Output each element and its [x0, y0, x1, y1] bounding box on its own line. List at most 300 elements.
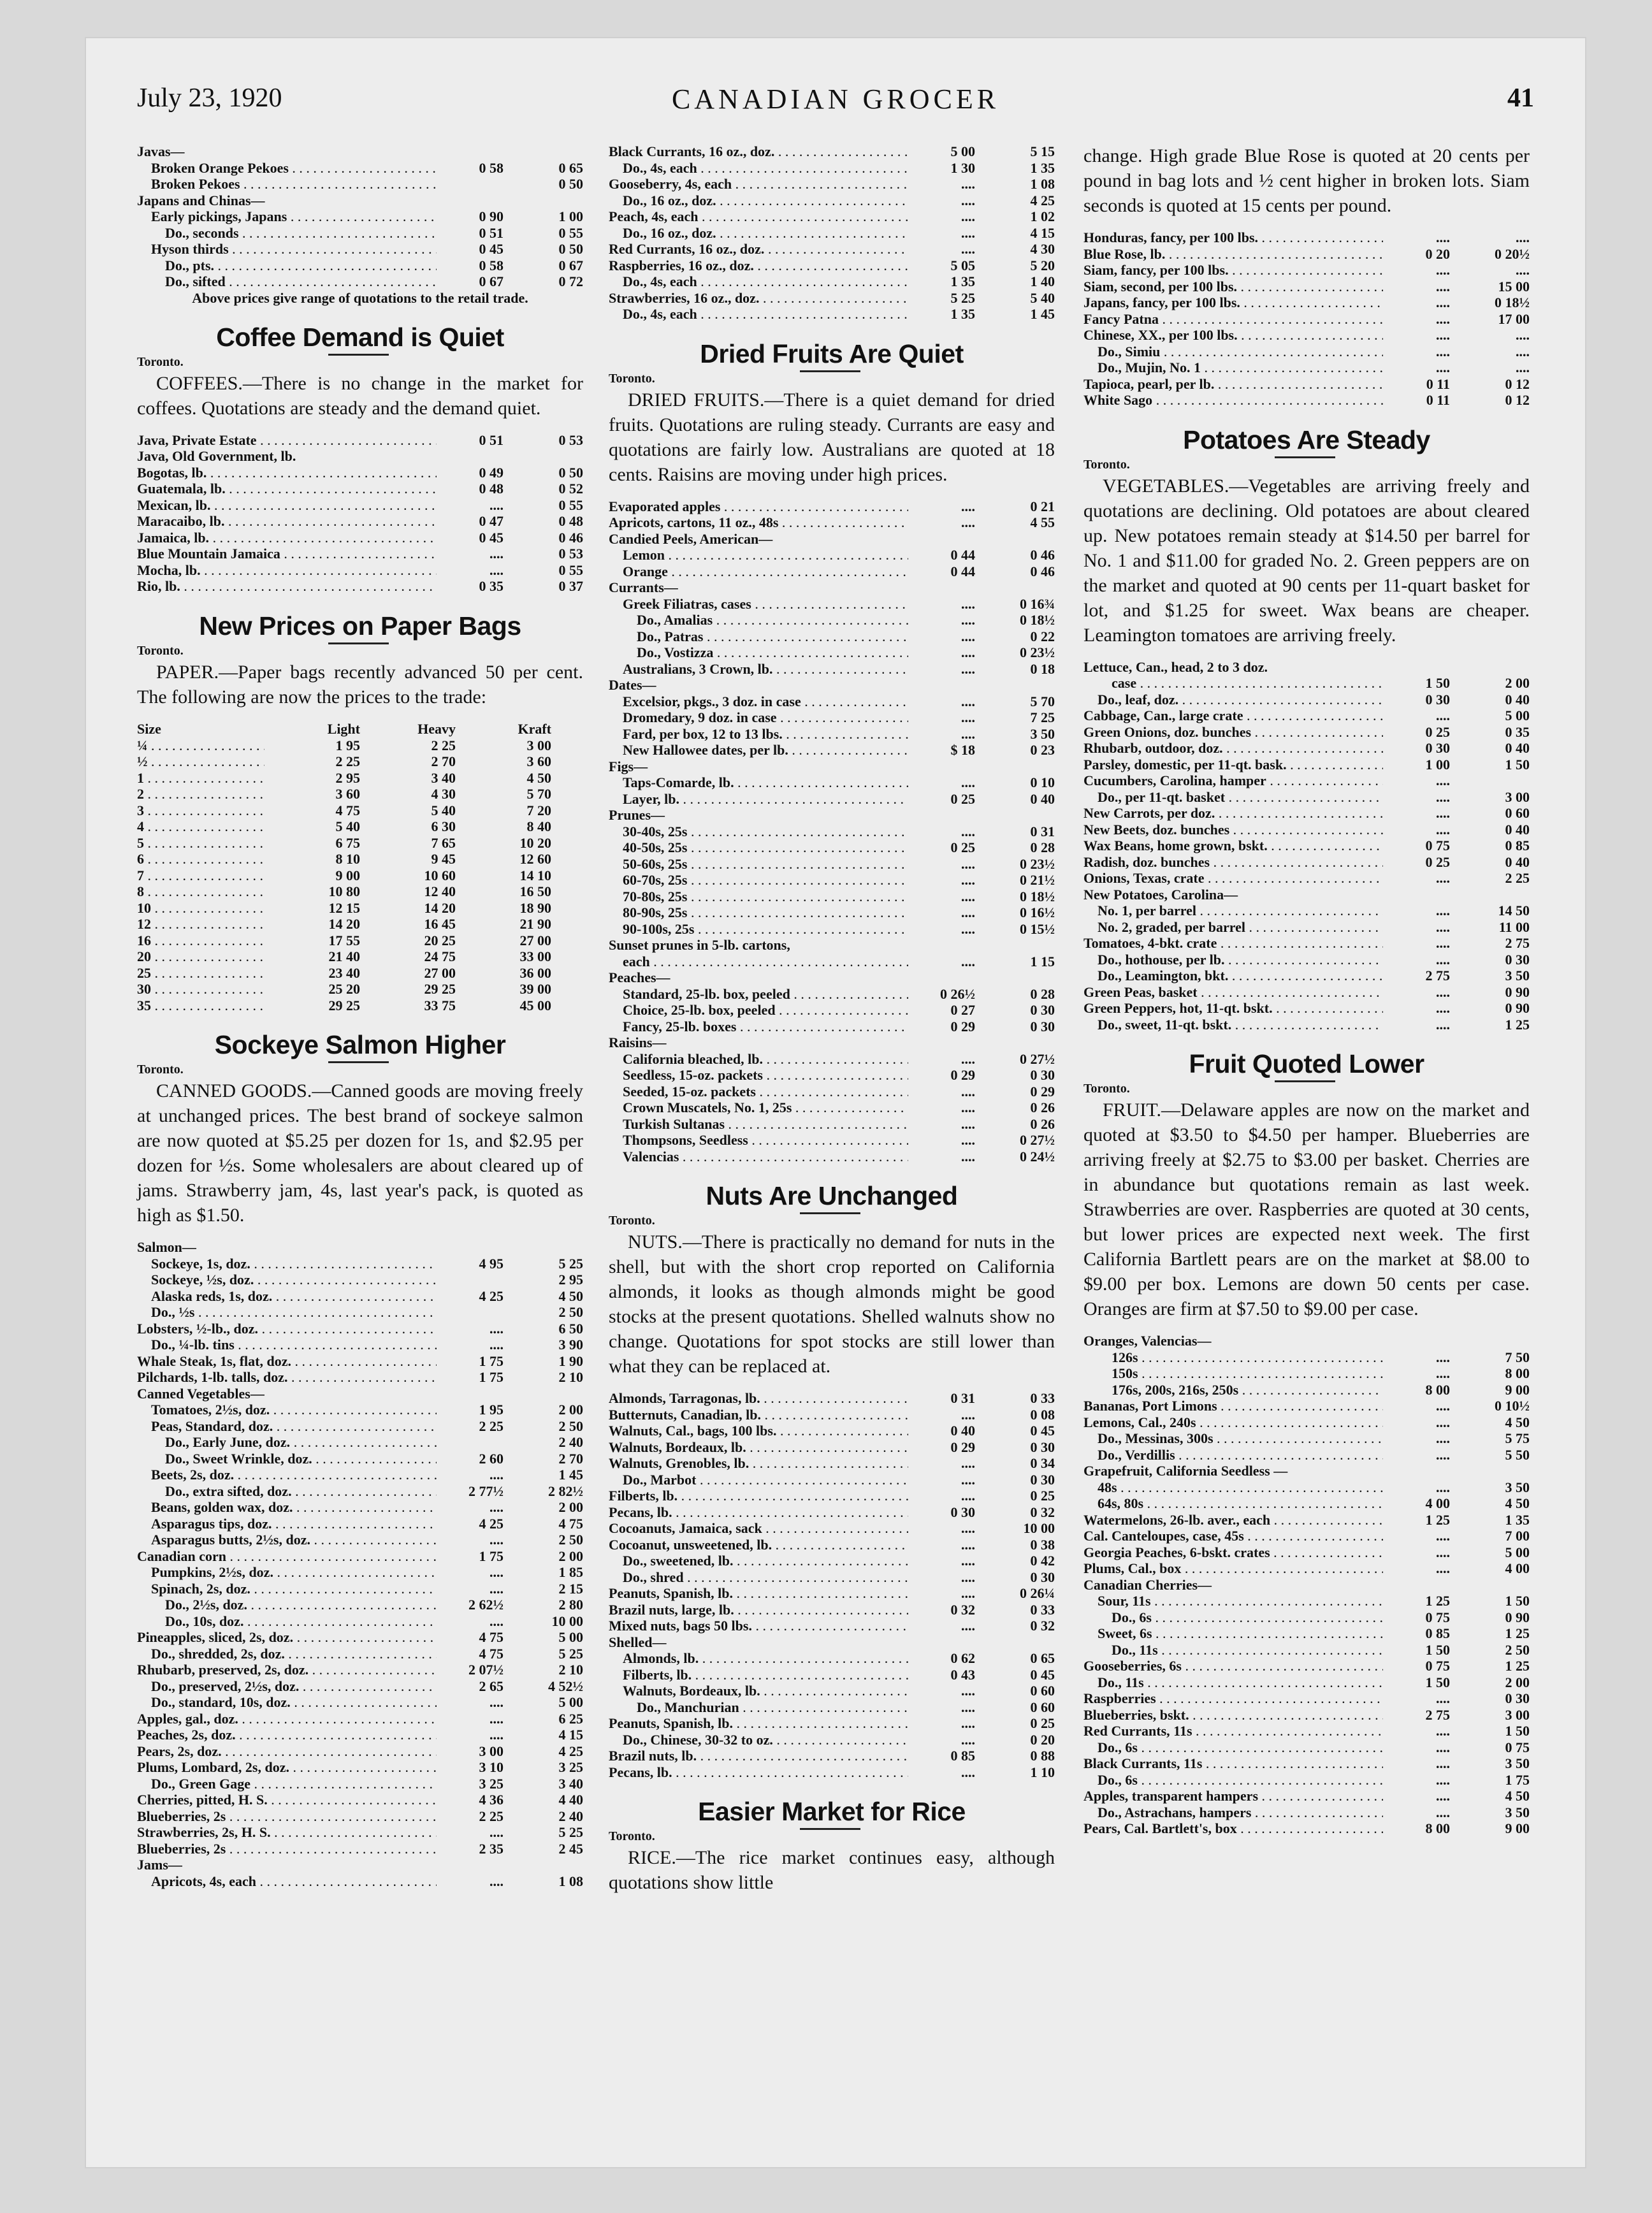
kraft-cell: 3 60	[526, 753, 551, 769]
price-high: 0 40	[1030, 790, 1055, 807]
item-label: Choice, 25-lb. box, peeled . . .	[609, 1002, 908, 1019]
price-high: 5 00	[558, 1694, 583, 1710]
price-low: ....	[489, 1710, 504, 1727]
price-row	[1083, 1642, 1530, 1658]
item-label: 176s, 200s, 216s, 250s . . .	[1083, 1382, 1383, 1398]
item-label: Do., sweetened, lb. . . .	[609, 1553, 908, 1569]
price-high: 4 50	[1505, 1788, 1530, 1804]
price-low: 0 32	[950, 1601, 975, 1618]
price-high: 1 45	[1030, 306, 1055, 322]
price-high	[975, 758, 1055, 775]
price-high: 1 85	[558, 1564, 583, 1580]
price-high: 0 40	[1505, 740, 1530, 756]
price-row	[1083, 1707, 1530, 1723]
price-low	[1383, 1577, 1450, 1593]
price-high	[1450, 887, 1530, 903]
price-high: 3 40	[558, 1775, 583, 1792]
price-low	[437, 1857, 504, 1873]
price-low: ....	[961, 628, 975, 644]
item-label: 40-50s, 25s . . .	[609, 839, 908, 856]
price-high: 4 75	[558, 1515, 583, 1532]
price-row	[609, 273, 1055, 290]
item-label: Apricots, 4s, each . . .	[137, 1873, 437, 1890]
price-low: 4 25	[479, 1288, 504, 1304]
price-high	[1450, 1463, 1530, 1479]
item-label: Evaporated apples . . .	[609, 498, 908, 515]
price-high: 0 60	[1030, 1683, 1055, 1699]
price-high: 0 90	[1505, 1000, 1530, 1016]
price-low: ....	[961, 693, 975, 709]
price-high: 2 10	[558, 1369, 583, 1385]
price-high: 2 00	[1505, 1674, 1530, 1690]
price-low: ....	[489, 1337, 504, 1353]
price-high: 0 20	[1030, 1731, 1055, 1748]
item-label: Apples, transparent hampers . . .	[1083, 1788, 1383, 1804]
price-row	[137, 273, 583, 290]
price-low: ....	[961, 514, 975, 530]
price-high: 0 65	[558, 159, 583, 176]
item-label: White Sago . . .	[1083, 392, 1383, 409]
price-high	[975, 531, 1055, 548]
price-high	[504, 448, 583, 465]
price-row	[1083, 1544, 1530, 1561]
price-row	[1083, 1658, 1530, 1674]
price-row	[137, 1711, 583, 1727]
price-row	[137, 1532, 583, 1548]
item-label: Valencias . . .	[609, 1149, 908, 1165]
price-row	[137, 176, 583, 192]
item-label: Pears, Cal. Bartlett's, box . . .	[1083, 1820, 1383, 1837]
salmon-text: CANNED GOODS.—Canned goods are moving freely at unchanged prices. The best brand of sockeye salmon are now quoted at $5.25 per dozen for 1s, and $2.95 per dozen for ½s. Some wholesalers are about cleared up of jams. Strawberry jam, 4s, last year's pack, is quoted as high as $1.50.	[137, 1080, 583, 1226]
price-high: 1 90	[558, 1353, 583, 1369]
price-high: 0 18½	[1020, 612, 1055, 628]
price-high: 2 50	[558, 1532, 583, 1548]
price-row	[1083, 1365, 1530, 1382]
price-low: 1 25	[1425, 1511, 1450, 1528]
paper-table-row	[137, 932, 583, 949]
light-cell: 25 20	[328, 981, 360, 997]
price-row	[1083, 1414, 1530, 1431]
price-high: 0 26¼	[1020, 1585, 1055, 1601]
item-label: Jams—	[137, 1857, 182, 1873]
item-label: California bleached, lb. . . .	[609, 1051, 908, 1068]
price-high: 0 08	[1030, 1406, 1055, 1423]
price-row	[609, 1537, 1055, 1553]
price-row	[609, 1034, 1055, 1051]
price-high: 0 67	[558, 257, 583, 273]
price-low: 0 47	[479, 513, 504, 529]
price-row	[609, 791, 1055, 808]
price-low: ....	[489, 1499, 504, 1515]
price-low: ....	[1436, 327, 1450, 343]
price-low	[1383, 1333, 1450, 1349]
kraft-cell: 5 70	[526, 786, 551, 802]
item-label: Rhubarb, outdoor, doz. . . .	[1083, 740, 1383, 757]
price-low: 1 75	[479, 1369, 504, 1385]
item-label: Dates—	[609, 677, 656, 693]
price-row	[1083, 838, 1530, 854]
price-low: ....	[1436, 1723, 1450, 1739]
kraft-cell: 3 00	[526, 737, 551, 753]
price-high: 0 25	[1030, 1488, 1055, 1504]
paper-table-row	[137, 981, 583, 998]
item-label: Maracaibo, lb. . . .	[137, 513, 437, 530]
price-low: 0 45	[479, 529, 504, 546]
price-low: 0 29	[950, 1067, 975, 1083]
price-row	[1083, 935, 1530, 952]
price-row	[609, 872, 1055, 889]
price-low: 0 49	[479, 464, 504, 481]
price-high: ....	[1516, 327, 1530, 343]
price-row	[609, 547, 1055, 563]
item-label: Do., Green Gage . . .	[137, 1776, 437, 1792]
price-row	[609, 1488, 1055, 1504]
price-low: ....	[961, 1618, 975, 1634]
item-label: Fancy Patna . . .	[1083, 311, 1383, 328]
rice-text: RICE.—The rice market continues easy, although quotations show little	[609, 1847, 1055, 1893]
price-row	[137, 241, 583, 258]
price-high: 1 08	[1030, 176, 1055, 192]
item-label: Do., Leamington, bkt. . . .	[1083, 968, 1383, 984]
price-low: 1 00	[1425, 756, 1450, 773]
price-row	[1083, 724, 1530, 741]
item-label: Do., Vostizza . . .	[609, 644, 908, 661]
price-low: 0 30	[950, 1504, 975, 1520]
item-label: Blueberries, 2s . . .	[137, 1841, 437, 1857]
item-label: Cucumbers, Carolina, hamper . . .	[1083, 773, 1383, 789]
price-high: 2 00	[558, 1548, 583, 1564]
price-row	[609, 498, 1055, 515]
price-row	[137, 530, 583, 546]
price-low	[908, 1034, 975, 1051]
price-row	[609, 954, 1055, 970]
light-cell: 6 75	[335, 834, 360, 851]
light-cell: 17 55	[328, 932, 360, 948]
item-label: Do., preserved, 2½s, doz. . . .	[137, 1678, 437, 1695]
price-high: 4 50	[1505, 1495, 1530, 1511]
price-high: 0 35	[1505, 723, 1530, 740]
salmon-location: Toronto.	[137, 1063, 583, 1077]
price-row	[137, 1548, 583, 1565]
price-row	[137, 1824, 583, 1841]
item-label: Java, Old Government, lb.	[137, 448, 296, 464]
heavy-cell: 27 00	[424, 964, 456, 981]
item-label: Cherries, pitted, H. S. . . .	[137, 1792, 437, 1808]
item-label: Do., leaf, doz. . . .	[1083, 692, 1383, 708]
item-label: Gooseberries, 6s . . .	[1083, 1658, 1383, 1674]
price-row	[609, 1084, 1055, 1100]
price-row	[1083, 376, 1530, 393]
item-label: Do., 10s, doz. . . .	[137, 1613, 437, 1630]
price-row	[1083, 789, 1530, 806]
item-label: Peanuts, Spanish, lb. . . .	[609, 1585, 908, 1602]
price-high: 1 75	[1505, 1771, 1530, 1788]
item-label: Orange . . .	[609, 563, 908, 580]
light-cell: 1 95	[335, 737, 360, 753]
item-label: Currants—	[609, 579, 678, 595]
price-high: 0 48	[558, 513, 583, 529]
price-row	[609, 1764, 1055, 1781]
item-label: Canadian Cherries—	[1083, 1576, 1212, 1593]
item-label: Seeded, 15-oz. packets . . .	[609, 1084, 908, 1100]
kraft-cell: 7 20	[526, 802, 551, 818]
price-row	[609, 1390, 1055, 1407]
price-high: 0 72	[558, 273, 583, 289]
price-high	[1450, 773, 1530, 789]
item-label: Do., ½s . . .	[137, 1304, 437, 1321]
price-row	[609, 1051, 1055, 1068]
price-row	[609, 969, 1055, 986]
price-high: 5 00	[558, 1629, 583, 1645]
size-cell: 16 . . .	[137, 932, 264, 949]
item-label: Lettuce, Can., head, 2 to 3 doz.	[1083, 658, 1268, 675]
price-row	[1083, 870, 1530, 887]
price-high: 4 15	[1030, 224, 1055, 241]
heavy-cell: 2 70	[431, 753, 456, 769]
col-heavy: Heavy	[417, 720, 456, 737]
item-label: Australians, 3 Crown, lb. . . .	[609, 661, 908, 678]
item-label: Mocha, lb. . . .	[137, 562, 437, 579]
item-label: Lemons, Cal., 240s . . .	[1083, 1414, 1383, 1431]
item-label: Blue Mountain Jamaica . . .	[137, 546, 437, 562]
item-label: 60-70s, 25s . . .	[609, 872, 908, 889]
page	[86, 38, 1585, 2167]
price-low: ....	[961, 725, 975, 742]
price-low: ....	[489, 1580, 504, 1597]
item-label: Do., Patras . . .	[609, 628, 908, 645]
price-high: 7 25	[1030, 709, 1055, 725]
item-label: Tapioca, pearl, per lb. . . .	[1083, 376, 1383, 393]
item-label: Beans, golden wax, doz. . . .	[137, 1499, 437, 1516]
price-high: 0 42	[1030, 1553, 1055, 1569]
price-high: 0 32	[1030, 1504, 1055, 1520]
price-low: 1 25	[1425, 1593, 1450, 1609]
price-row	[137, 513, 583, 530]
price-high	[1450, 1577, 1530, 1593]
price-low	[908, 969, 975, 986]
price-row	[609, 258, 1055, 274]
price-low: 1 35	[950, 306, 975, 322]
price-low: 0 27	[950, 1002, 975, 1018]
price-high: 5 25	[558, 1645, 583, 1662]
item-label: Do., 16 oz., doz. . . .	[609, 192, 908, 209]
item-label: Rio, lb. . . .	[137, 578, 437, 595]
price-row	[609, 856, 1055, 873]
item-label: Butternuts, Canadian, lb. . . .	[609, 1407, 908, 1423]
price-high: 1 40	[1030, 273, 1055, 289]
price-high: 0 85	[1505, 838, 1530, 853]
kraft-cell: 27 00	[519, 932, 551, 948]
price-high: 0 30	[1505, 951, 1530, 968]
item-label: 70-80s, 25s . . .	[609, 889, 908, 905]
price-low: 2 35	[479, 1840, 504, 1857]
price-low: 8 00	[1425, 1820, 1450, 1836]
kraft-cell: 33 00	[519, 948, 551, 964]
price-high: 0 28	[1030, 985, 1055, 1002]
price-row	[609, 306, 1055, 323]
item-label: Blueberries, 2s . . .	[137, 1808, 437, 1825]
price-high: 1 50	[1505, 1593, 1530, 1609]
price-high	[504, 1857, 583, 1873]
price-high: 0 18½	[1020, 888, 1055, 904]
item-label: Do., Verdillis . . .	[1083, 1447, 1383, 1463]
item-label: Oranges, Valencias—	[1083, 1333, 1212, 1349]
price-row	[609, 1472, 1055, 1488]
item-label: Dromedary, 9 doz. in case . . .	[609, 709, 908, 726]
price-high: 5 75	[1505, 1430, 1530, 1446]
heavy-cell: 3 40	[431, 769, 456, 786]
price-high: 2 80	[558, 1597, 583, 1613]
tea-note: Above prices give range of quotations to the retail trade.	[192, 289, 528, 306]
price-high: 0 34	[1030, 1455, 1055, 1471]
item-label: Blue Rose, lb. . . .	[1083, 246, 1383, 263]
price-row	[137, 1353, 583, 1370]
item-label: Fancy, 25-lb. boxes . . .	[609, 1019, 908, 1035]
item-label: Black Currants, 11s . . .	[1083, 1755, 1383, 1772]
price-high: 3 50	[1030, 725, 1055, 742]
price-low: ....	[961, 1148, 975, 1165]
price-low: ....	[489, 497, 504, 513]
price-high: 2 00	[1505, 675, 1530, 691]
item-label: Plums, Cal., box . . .	[1083, 1560, 1383, 1577]
price-row	[137, 225, 583, 242]
item-label: Walnuts, Bordeaux, lb. . . .	[609, 1683, 908, 1699]
price-row	[1083, 968, 1530, 984]
price-low: 0 58	[479, 159, 504, 176]
item-label: Broken Orange Pekoes . . .	[137, 160, 437, 177]
item-label: Filberts, lb. . . .	[609, 1667, 908, 1683]
item-label: Whale Steak, 1s, flat, doz. . . .	[137, 1353, 437, 1370]
price-low: 2 07½	[468, 1662, 504, 1678]
price-low: 0 25	[950, 839, 975, 855]
price-row	[1083, 344, 1530, 360]
item-label: Sockeye, 1s, doz. . . .	[137, 1256, 437, 1272]
price-low: 8 00	[1425, 1381, 1450, 1398]
price-high: 0 60	[1030, 1699, 1055, 1715]
price-row	[137, 1467, 583, 1483]
price-low: ....	[489, 1873, 504, 1889]
price-row	[137, 1808, 583, 1825]
price-high: 0 32	[1030, 1618, 1055, 1634]
price-row	[1083, 740, 1530, 757]
price-high: 5 20	[1030, 257, 1055, 273]
item-label: Plums, Lombard, 2s, doz. . . .	[137, 1759, 437, 1776]
price-high: 2 82½	[548, 1483, 583, 1499]
price-low: 0 67	[479, 273, 504, 289]
column-1	[137, 143, 583, 1889]
price-high: 0 22	[1030, 628, 1055, 644]
price-high: ....	[1516, 359, 1530, 375]
item-label: Do., 6s . . .	[1083, 1609, 1383, 1626]
item-label: Broken Pekoes . . .	[137, 176, 437, 192]
light-cell: 10 80	[328, 883, 360, 899]
price-row	[609, 241, 1055, 258]
price-low: ....	[1436, 1755, 1450, 1771]
price-high: 0 10½	[1495, 1398, 1530, 1414]
price-low: ....	[961, 595, 975, 612]
item-label: Lobsters, ½-lb., doz. . . .	[137, 1321, 437, 1337]
price-low: ....	[489, 1694, 504, 1710]
price-low	[1383, 1463, 1450, 1479]
price-low: 4 25	[479, 1515, 504, 1532]
light-cell: 14 20	[328, 916, 360, 932]
item-label: Gooseberry, 4s, each . . .	[609, 176, 908, 192]
price-row	[1083, 692, 1530, 708]
item-label: Do., 6s . . .	[1083, 1772, 1383, 1789]
price-high: 0 55	[558, 224, 583, 241]
price-low: ....	[961, 1683, 975, 1699]
size-cell: ¼ . . .	[137, 737, 264, 754]
light-cell: 9 00	[335, 867, 360, 883]
price-row	[137, 578, 583, 595]
price-row	[609, 192, 1055, 209]
item-label: Do., 11s . . .	[1083, 1674, 1383, 1691]
item-label: 150s . . .	[1083, 1365, 1383, 1382]
price-row	[1083, 707, 1530, 724]
price-high: 2 40	[558, 1434, 583, 1450]
price-high: 14 50	[1498, 903, 1530, 918]
item-label: Do., Chinese, 30-32 to oz. . . .	[609, 1732, 908, 1748]
price-row	[137, 465, 583, 481]
price-high: 1 15	[1030, 953, 1055, 969]
price-high: 3 50	[1505, 1755, 1530, 1771]
price-low: ....	[1436, 821, 1450, 838]
item-label: Wax Beans, home grown, bskt. . . .	[1083, 838, 1383, 854]
heavy-cell: 9 45	[431, 851, 456, 867]
price-row	[1083, 1788, 1530, 1804]
price-row	[1083, 854, 1530, 871]
fruit-text: FRUIT.—Delaware apples are now on the market and quoted at $3.50 to $4.50 per hamper. Blueberries are arriving freely at $2.75 to $3.00 per basket. Cherries are in abundance but quotations remain as last week. Strawberries are over. Raspberries are quoted at 30 cents, but lower prices are expected next week. The first California Bartlett pears are on the market at $8.00 to $9.00 per box. Lemons are down 50 cents per case. Oranges are firm at $7.50 to $9.00 per case.	[1083, 1099, 1530, 1319]
price-low: 4 36	[479, 1792, 504, 1808]
item-label: Do., sweet, 11-qt. bskt. . . .	[1083, 1017, 1383, 1033]
heavy-cell: 14 20	[424, 899, 456, 916]
price-low: ....	[1436, 983, 1450, 1000]
item-label: Do., Mujin, No. 1 . . .	[1083, 359, 1383, 376]
price-high: 0 31	[1030, 823, 1055, 839]
item-label: New Potatoes, Carolina—	[1083, 886, 1238, 903]
price-high: 0 46	[1030, 563, 1055, 579]
price-row	[137, 1629, 583, 1646]
price-high: 0 30	[1030, 1067, 1055, 1083]
price-low: ....	[1436, 805, 1450, 821]
price-row	[1083, 887, 1530, 903]
price-high: 4 00	[1505, 1560, 1530, 1576]
price-high: 4 50	[1505, 1414, 1530, 1430]
price-low: 4 00	[1425, 1495, 1450, 1511]
price-row	[609, 1116, 1055, 1133]
item-label: Do., Manchurian . . .	[609, 1699, 908, 1716]
item-label: Japans and Chinas—	[137, 192, 265, 208]
price-row	[609, 290, 1055, 307]
price-high: 1 10	[1030, 1764, 1055, 1780]
item-label: No. 2, graded, per barrel . . .	[1083, 919, 1383, 936]
price-low: ....	[1436, 294, 1450, 310]
item-label: Peanuts, Spanish, lb. . . .	[609, 1715, 908, 1732]
price-high: 0 23½	[1020, 855, 1055, 872]
item-label: Sweet, 6s . . .	[1083, 1625, 1383, 1642]
light-cell: 3 60	[335, 786, 360, 802]
price-high: 0 52	[558, 481, 583, 497]
light-cell: 29 25	[328, 997, 360, 1013]
price-high: 1 25	[1505, 1658, 1530, 1674]
item-label: Siam, fancy, per 100 lbs. . . .	[1083, 262, 1383, 279]
column-3	[1083, 143, 1530, 1837]
price-high: 0 38	[1030, 1536, 1055, 1553]
price-row	[1083, 359, 1530, 376]
price-row	[137, 1646, 583, 1662]
price-row	[137, 1857, 583, 1873]
kraft-cell: 21 90	[519, 916, 551, 932]
